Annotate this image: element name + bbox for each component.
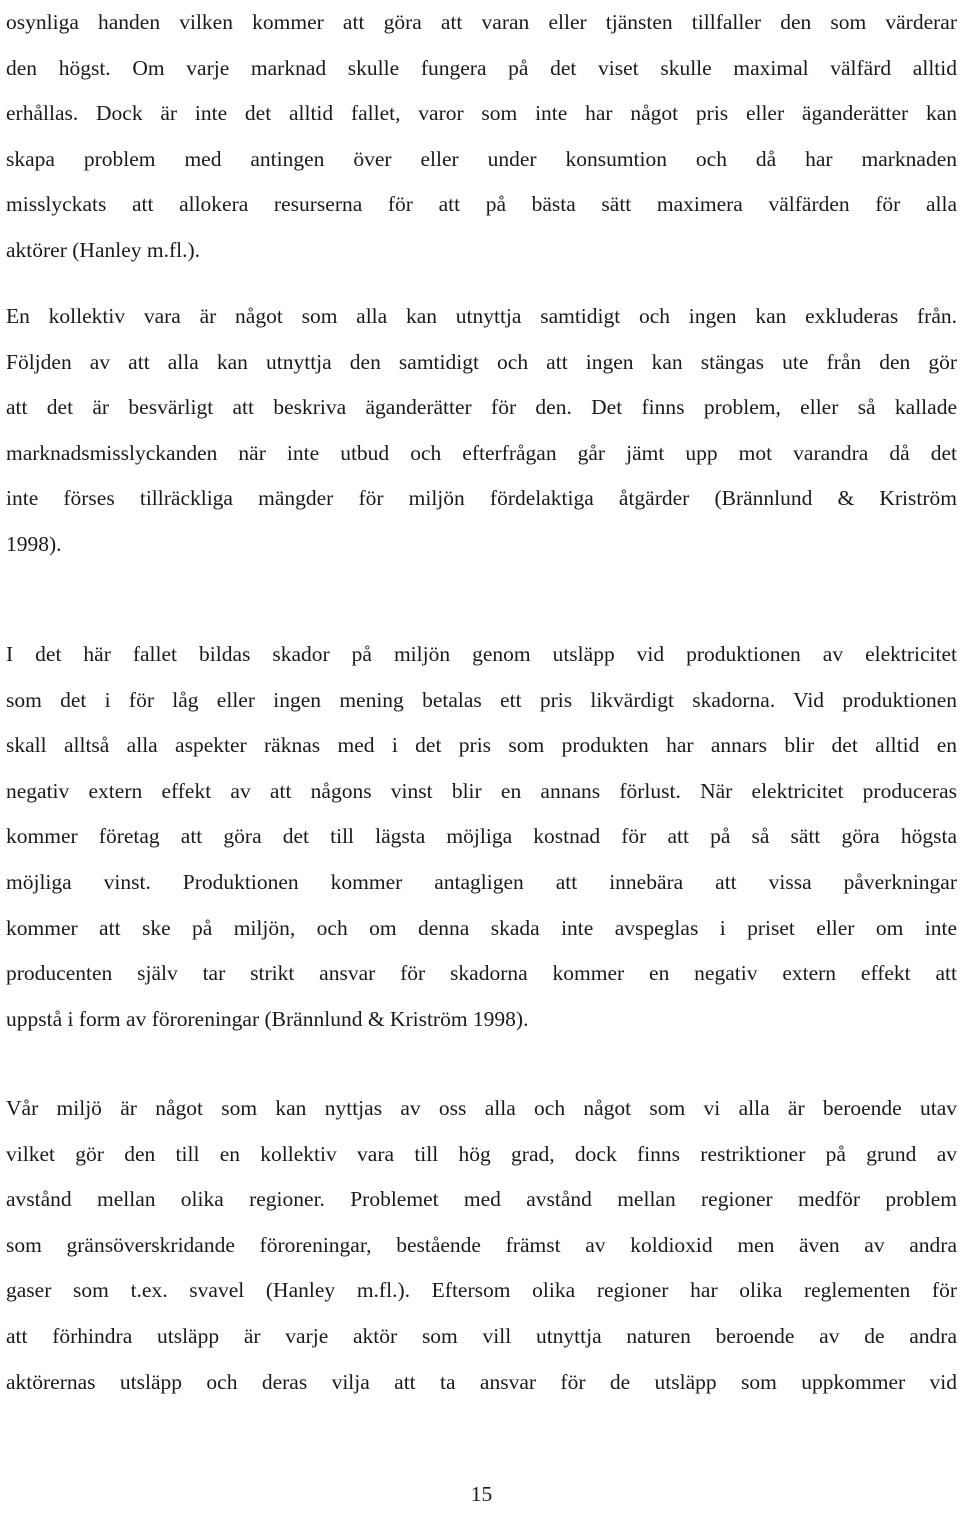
text-line: möjliga vinst. Produktionen kommer antagligen att innebära att vissa påverkningar [6, 869, 957, 894]
text-line: att förhindra utsläpp är varje aktör som vill utnyttja naturen beroende av de andra [6, 1323, 957, 1348]
paragraph-1 [6, 0, 957, 274]
text-line: aktörernas utsläpp och deras vilja att ta ansvar för de utsläpp som uppkommer vid [6, 1369, 957, 1394]
text-line: kommer företag att göra det till lägsta möjliga kostnad för att på så sätt göra högsta [6, 824, 957, 849]
text-line: den högst. Om varje marknad skulle fungera på det viset skulle maximal välfärd alltid [6, 55, 957, 80]
page-number: 15 [470, 1482, 493, 1506]
text-line: Följden av att alla kan utnyttja den samtidigt och att ingen kan stängas ute från den gör [6, 349, 957, 374]
text-line: erhållas. Dock är inte det alltid fallet, varor som inte har något pris eller äganderätter kan [6, 101, 957, 126]
text-line: misslyckats att allokera resurserna för att på bästa sätt maximera välfärden för alla [6, 192, 957, 217]
text-line: skapa problem med antingen över eller under konsumtion och då har marknaden [6, 146, 957, 171]
text-line: marknadsmisslyckanden när inte utbud och efterfrågan går jämt upp mot varandra då det [6, 440, 957, 465]
text-line: kommer att ske på miljön, och om denna skada inte avspeglas i priset eller om inte [6, 915, 957, 940]
text-line: vilket gör den till en kollektiv vara till hög grad, dock finns restriktioner på grund av [6, 1141, 957, 1166]
text-line: Vår miljö är något som kan nyttjas av oss alla och något som vi alla är beroende utav [6, 1096, 957, 1120]
text-line: I det här fallet bildas skador på miljön genom utsläpp vid produktionen av elektricitet [6, 642, 957, 666]
text-line: att det är besvärligt att beskriva äganderätter för den. Det finns problem, eller så kallade [6, 395, 957, 420]
text-line: som det i för låg eller ingen mening betalas ett pris likvärdigt skadorna. Vid produktionen [6, 687, 957, 712]
text-line: uppstå i form av föroreningar (Brännlund & Kriström 1998). [6, 1006, 529, 1031]
text-line: negativ extern effekt av att någons vinst blir en annans förlust. När elektricitet produceras [6, 778, 957, 803]
text-line: inte förses tillräckliga mängder för miljön fördelaktiga åtgärder (Brännlund & Kriström [6, 486, 957, 511]
text-line: producenten själv tar strikt ansvar för skadorna kommer en negativ extern effekt att [6, 961, 957, 986]
text-line: avstånd mellan olika regioner. Problemet med avstånd mellan regioner medför problem [6, 1187, 957, 1212]
text-line: skall alltså alla aspekter räknas med i det pris som produkten har annars blir det alltid en [6, 733, 957, 758]
document-page [6, 0, 957, 1505]
paragraph-4 [6, 1086, 957, 1405]
text-line: En kollektiv vara är något som alla kan utnyttja samtidigt och ingen kan exkluderas från. [6, 304, 957, 328]
text-line: gaser som t.ex. svavel (Hanley m.fl.). Eftersom olika regioner har olika reglementen för [6, 1278, 957, 1303]
text-line: osynliga handen vilken kommer att göra att varan eller tjänsten tillfaller den som värderar [6, 10, 957, 34]
paragraph-3 [6, 632, 957, 1042]
text-line: aktörer (Hanley m.fl.). [6, 237, 201, 262]
text-line: 1998). [6, 531, 62, 556]
paragraph-2 [6, 294, 957, 568]
text-line: som gränsöverskridande föroreningar, bestående främst av koldioxid men även av andra [6, 1232, 957, 1257]
